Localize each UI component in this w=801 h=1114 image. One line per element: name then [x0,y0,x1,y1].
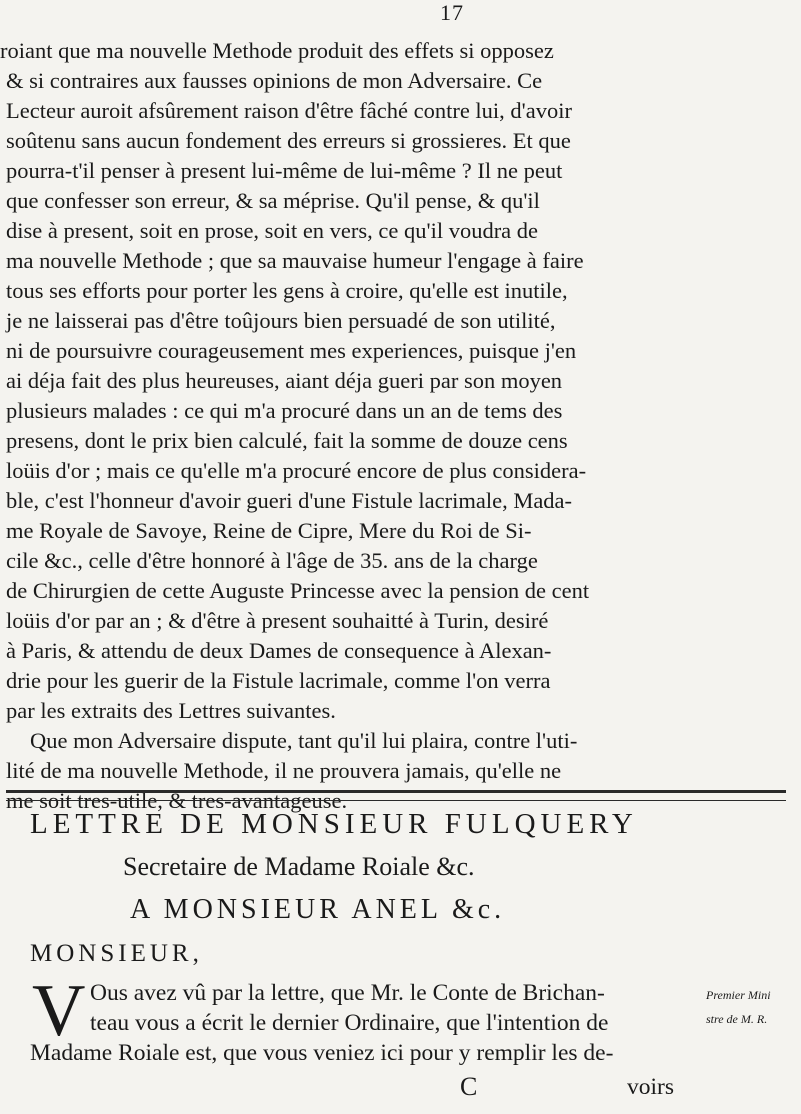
text-line: teau vous a écrit le dernier Ordinaire, que l'intention de [90,1010,609,1036]
text-line: Ous avez vû par la lettre, que Mr. le Conte de Brichan- [90,980,605,1006]
text-line: me Royale de Savoye, Reine de Cipre, Mere du Roi de Si- [6,518,532,543]
margin-note-line: stre de M. R. [706,1012,768,1026]
text-line: drie pour les guerir de la Fistule lacrimale, comme l'on verra [6,668,551,693]
text-line: plusieurs malades : ce qui m'a procuré dans un an de tems des [6,398,563,423]
letter-title: LETTRE DE MONSIEUR FULQUERY [30,808,638,840]
letter-subtitle: Secretaire de Madame Roiale &c. [123,852,475,881]
text-line: Lecteur auroit afsûrement raison d'être fâché contre lui, d'avoir [6,98,572,123]
page-number: 17 [440,0,464,25]
text-line: ma nouvelle Methode ; que sa mauvaise humeur l'engage à faire [6,248,584,273]
margin-note-line: Premier Mini [706,988,771,1002]
text-line: Madame Roiale est, que vous veniez ici pour y remplir les de- [30,1040,614,1066]
text-line: à Paris, & attendu de deux Dames de consequence à Alexan- [6,638,552,663]
signature-mark: C [460,1072,478,1101]
text-line: que confesser son erreur, & sa méprise. Qu'il pense, & qu'il [6,188,540,213]
text-line: ble, c'est l'honneur d'avoir gueri d'une Fistule lacrimale, Mada- [6,488,573,513]
catchword: voirs [627,1074,674,1100]
text-line: loüis d'or ; mais ce qu'elle m'a procuré encore de plus considera- [6,458,587,483]
letter-recipient: A MONSIEUR ANEL &c. [130,894,506,925]
text-line: roiant que ma nouvelle Methode produit des effets si opposez [0,38,554,63]
ornament-rule [6,790,786,801]
text-line: cile &c., celle d'être honnoré à l'âge de 35. ans de la charge [6,548,538,573]
text-line: loüis d'or par an ; & d'être à present souhaitté à Turin, desiré [6,608,549,633]
text-line: dise à present, soit en prose, soit en vers, ce qu'il voudra de [6,218,539,243]
salutation: MONSIEUR, [30,940,203,967]
text-line: lité de ma nouvelle Methode, il ne prouvera jamais, qu'elle ne [6,758,562,783]
text-line: de Chirurgien de cette Auguste Princesse avec la pension de cent [6,578,590,603]
text-line: & si contraires aux fausses opinions de mon Adversaire. Ce [6,68,543,93]
text-line: Que mon Adversaire dispute, tant qu'il lui plaira, contre l'uti- [30,728,578,753]
text-line: me soit tres-utile, & tres-avantageuse. [6,788,348,813]
text-line: par les extraits des Lettres suivantes. [6,698,336,723]
text-line: presens, dont le prix bien calculé, fait la somme de douze cens [6,428,568,453]
text-line: pourra-t'il penser à present lui-même de lui-même ? Il ne peut [6,158,563,183]
text-line: tous ses efforts pour porter les gens à croire, qu'elle est inutile, [6,278,568,303]
text-line: je ne laisserai pas d'être toûjours bien persuadé de son utilité, [6,308,556,333]
drop-cap: V [32,970,86,1052]
text-line: ni de poursuivre courageusement mes experiences, puisque j'en [6,338,577,363]
text-line: soûtenu sans aucun fondement des erreurs si grossieres. Et que [6,128,571,153]
text-line: ai déja fait des plus heureuses, aiant déja gueri par son moyen [6,368,563,393]
